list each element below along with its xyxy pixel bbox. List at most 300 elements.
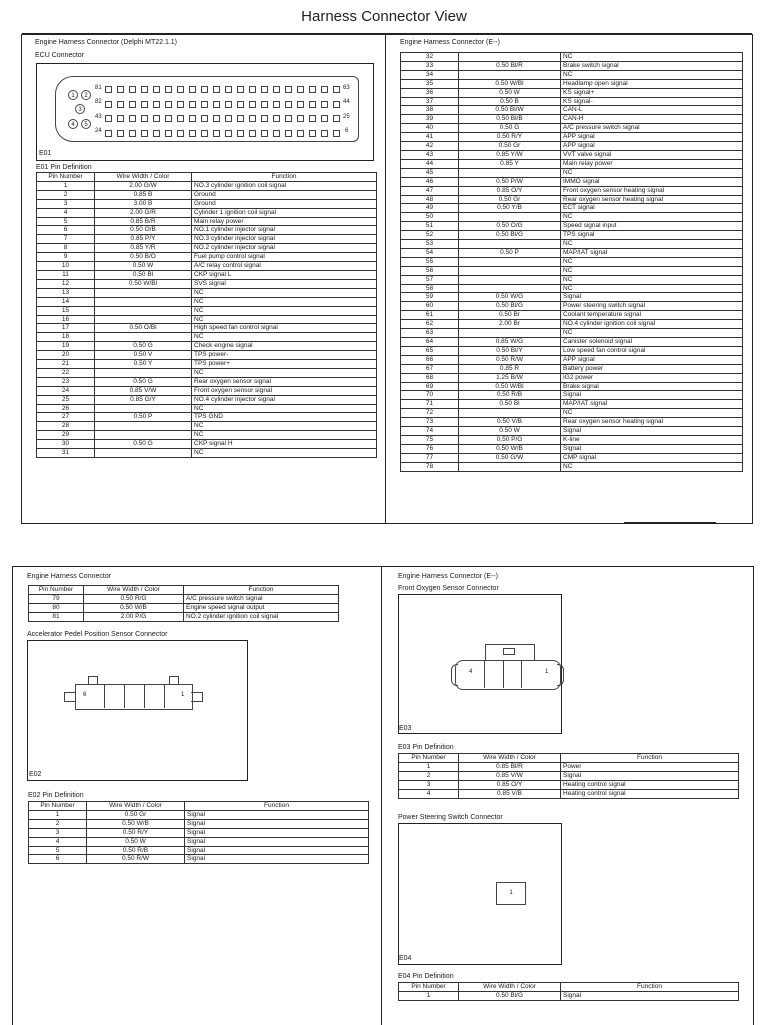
table-row xyxy=(401,97,743,106)
page-edge-mark xyxy=(624,522,716,524)
table-row xyxy=(401,177,743,186)
function-cell: Signal xyxy=(185,810,369,819)
table-row xyxy=(37,262,377,271)
function-cell: Main relay power xyxy=(561,159,743,168)
wire-cell xyxy=(95,404,192,413)
ecu-pin-cavity xyxy=(129,115,136,122)
function-cell: Battery power xyxy=(561,364,743,373)
pin-number-cell: 79 xyxy=(29,594,84,603)
function-cell: IMMO signal xyxy=(561,177,743,186)
wire-cell: 0.50 W/B xyxy=(459,444,561,453)
ecu-pin-cavity xyxy=(105,115,112,122)
ecu-pin-cavity xyxy=(213,101,220,108)
wire-cell xyxy=(459,213,561,222)
table-row xyxy=(37,342,377,351)
function-cell: NO.1 cylinder injector signal xyxy=(192,226,377,235)
wire-cell: 0.50 Bl/R xyxy=(459,61,561,70)
function-cell: NC xyxy=(192,333,377,342)
pin-number-cell: 41 xyxy=(401,133,459,142)
function-cell: Cylinder 1 ignition coil signal xyxy=(192,208,377,217)
function-cell: TPS signal xyxy=(561,231,743,240)
function-cell: Signal xyxy=(185,846,369,855)
wire-cell: 0.50 W xyxy=(459,427,561,436)
table-row xyxy=(401,293,743,302)
function-cell: NC xyxy=(561,70,743,79)
table-row xyxy=(399,780,739,789)
pin-definition-title: E03 Pin Definition xyxy=(398,744,454,751)
pin-label: 6 xyxy=(83,692,87,698)
ecu-pin-cavity xyxy=(105,86,112,93)
ecu-pin-cavity xyxy=(261,130,268,137)
connector-body xyxy=(75,684,193,710)
ecu-pin-cavity xyxy=(141,86,148,93)
table-row xyxy=(401,150,743,159)
ecu-pin-cavity xyxy=(249,101,256,108)
function-cell: Power xyxy=(561,762,739,771)
pin-number-cell: 55 xyxy=(401,257,459,266)
col-header: Wire Width / Color xyxy=(95,173,192,182)
function-cell: Rear oxygen sensor signal xyxy=(192,377,377,386)
pin-number-cell: 20 xyxy=(37,351,95,360)
table-row xyxy=(29,837,369,846)
ecu-pin-cavity xyxy=(225,101,232,108)
pin-number-cell: 24 xyxy=(37,386,95,395)
function-cell: Signal xyxy=(185,855,369,864)
table-header-row xyxy=(29,802,369,811)
pin-label: 6 xyxy=(345,128,349,134)
function-cell: A/C pressure switch signal xyxy=(561,124,743,133)
pin-number-cell: 30 xyxy=(37,440,95,449)
ecu-pin-cavity xyxy=(309,86,316,93)
ecu-connector-panel xyxy=(21,34,387,524)
pin-number-cell: 58 xyxy=(401,284,459,293)
col-header: Function xyxy=(192,173,377,182)
function-cell: Fuel pump control signal xyxy=(192,253,377,262)
pin-number-cell: 4 xyxy=(37,208,95,217)
ecu-pin-cavity xyxy=(153,130,160,137)
table-row xyxy=(401,462,743,471)
function-cell: NC xyxy=(561,462,743,471)
function-cell: MAP/IAT signal xyxy=(561,248,743,257)
pin-number-cell: 52 xyxy=(401,231,459,240)
function-cell: NC xyxy=(192,297,377,306)
pin-label: 1 xyxy=(181,692,185,698)
ps-switch-connector-diagram xyxy=(398,823,562,965)
pin-number-cell: 67 xyxy=(401,364,459,373)
pin-number-cell: 13 xyxy=(37,288,95,297)
pin-definition-title: E02 Pin Definition xyxy=(28,792,84,799)
function-cell: Brake switch signal xyxy=(561,61,743,70)
wire-cell xyxy=(459,409,561,418)
function-cell: Signal xyxy=(561,444,743,453)
table-row xyxy=(399,762,739,771)
pin-number-cell: 43 xyxy=(401,150,459,159)
function-cell: SVS signal xyxy=(192,279,377,288)
ecu-pin-cavity xyxy=(285,115,292,122)
pin-number-cell: 78 xyxy=(401,462,459,471)
pin-number-cell: 69 xyxy=(401,382,459,391)
connector-end-cap xyxy=(451,664,458,686)
key-tab xyxy=(169,676,179,685)
table-row xyxy=(401,240,743,249)
extra-pin-table xyxy=(28,585,339,622)
wire-cell xyxy=(95,333,192,342)
col-header: Wire Width / Color xyxy=(459,983,561,992)
function-cell: MAP/IAT signal xyxy=(561,400,743,409)
pin-number-cell: 1 xyxy=(37,181,95,190)
function-cell: Ground xyxy=(192,190,377,199)
key-tab xyxy=(88,676,98,685)
pin-number-cell: 22 xyxy=(37,368,95,377)
ecu-pin-cavity xyxy=(321,130,328,137)
ecu-pin-cavity xyxy=(153,115,160,122)
table-header-row xyxy=(29,586,339,595)
wire-cell: 0.50 R/B xyxy=(459,391,561,400)
pin-number-cell: 74 xyxy=(401,427,459,436)
pin-label: 82 xyxy=(95,99,102,105)
pin-number-cell: 45 xyxy=(401,168,459,177)
ecu-pin-cavity xyxy=(297,101,304,108)
wire-cell: 0.50 Bl xyxy=(459,400,561,409)
pin-number-cell: 61 xyxy=(401,311,459,320)
function-cell: ECT signal xyxy=(561,204,743,213)
wire-cell: 0.50 G xyxy=(95,377,192,386)
pin-number-cell: 12 xyxy=(37,279,95,288)
col-header: Pin Number xyxy=(399,983,459,992)
ecu-pin-cavity xyxy=(105,130,112,137)
table-row xyxy=(37,395,377,404)
pin-number-cell: 4 xyxy=(29,837,87,846)
latch-tab xyxy=(191,692,203,702)
table-row xyxy=(401,320,743,329)
ecu-pin-cavity xyxy=(129,86,136,93)
pin-number-cell: 18 xyxy=(37,333,95,342)
function-cell: NC xyxy=(561,213,743,222)
function-cell: NO.2 cylinder injector signal xyxy=(192,244,377,253)
connector-circle: 5 xyxy=(81,119,91,129)
table-row xyxy=(401,435,743,444)
wire-cell: 0.50 W xyxy=(95,262,192,271)
app-connector-diagram xyxy=(27,640,248,781)
function-cell: TPS power+ xyxy=(192,360,377,369)
ecu-pin-cavity xyxy=(297,115,304,122)
function-cell: NC xyxy=(561,168,743,177)
table-row xyxy=(37,377,377,386)
wire-cell: 0.50 R/G xyxy=(84,594,184,603)
table-row xyxy=(37,368,377,377)
ecu-pin-cavity xyxy=(333,130,340,137)
function-cell: Low speed fan control signal xyxy=(561,346,743,355)
pin-number-cell: 23 xyxy=(37,377,95,386)
connector-divider xyxy=(144,684,145,708)
wire-cell xyxy=(459,240,561,249)
ecu-pin-cavity xyxy=(237,86,244,93)
ecu-connector-diagram xyxy=(36,63,374,161)
function-cell: Front oxygen sensor signal xyxy=(192,386,377,395)
table-row xyxy=(401,159,743,168)
pin-number-cell: 5 xyxy=(37,217,95,226)
table-row xyxy=(37,199,377,208)
function-cell: Signal xyxy=(185,837,369,846)
col-header: Wire Width / Color xyxy=(87,802,185,811)
table-row xyxy=(37,288,377,297)
pin-number-cell: 6 xyxy=(37,226,95,235)
wire-cell: 0.50 Gr xyxy=(87,810,185,819)
col-header: Pin Number xyxy=(29,802,87,811)
function-cell: NC xyxy=(192,368,377,377)
function-cell: CAN-L xyxy=(561,106,743,115)
table-row xyxy=(401,204,743,213)
wire-cell: 0.50 O/Bl xyxy=(95,324,192,333)
pin-number-cell: 54 xyxy=(401,248,459,257)
ecu-pin-cavity xyxy=(129,101,136,108)
table-row xyxy=(401,329,743,338)
pin-number-cell: 3 xyxy=(29,828,87,837)
wire-cell: 0.50 G xyxy=(95,342,192,351)
ecu-pin-cavity xyxy=(321,115,328,122)
col-header: Pin Number xyxy=(29,586,84,595)
ecu-pin-cavity xyxy=(129,130,136,137)
pin-number-cell: 16 xyxy=(37,315,95,324)
oxygen-and-power-steering-panel xyxy=(381,566,754,1025)
wire-cell xyxy=(459,275,561,284)
table-row xyxy=(401,186,743,195)
pin-number-cell: 1 xyxy=(399,762,459,771)
table-row xyxy=(401,373,743,382)
table-row xyxy=(401,61,743,70)
pin-label: 1 xyxy=(545,669,549,675)
function-cell: NC xyxy=(561,275,743,284)
table-row xyxy=(37,217,377,226)
function-cell: Signal xyxy=(561,293,743,302)
wire-cell: 0.50 W/Bl xyxy=(459,382,561,391)
ecu-pin-cavity xyxy=(309,115,316,122)
function-cell: Signal xyxy=(185,819,369,828)
ecu-pin-cavity xyxy=(237,101,244,108)
wire-cell: 0.50 Bl/B xyxy=(459,115,561,124)
wire-cell: 0.50 Bl/G xyxy=(459,302,561,311)
function-cell: NC xyxy=(192,288,377,297)
pin-number-cell: 76 xyxy=(401,444,459,453)
panel-header: Engine Harness Connector xyxy=(27,573,112,580)
ecu-pin-cavity xyxy=(333,86,340,93)
ecu-pin-cavity xyxy=(189,101,196,108)
function-cell: Signal xyxy=(561,427,743,436)
table-row xyxy=(37,413,377,422)
wire-cell xyxy=(459,70,561,79)
key-tab xyxy=(503,648,515,655)
ecu-pin-cavity xyxy=(189,130,196,137)
wire-cell: 0.50 G xyxy=(459,124,561,133)
function-cell: NC xyxy=(192,431,377,440)
ecu-pin-cavity xyxy=(309,101,316,108)
table-row xyxy=(29,855,369,864)
function-cell: NO.2 cylinder ignition coil signal xyxy=(184,612,339,621)
wire-cell: 2.00 Br xyxy=(459,320,561,329)
connector-end-cap xyxy=(557,664,564,686)
ecu-pin-cavity xyxy=(261,101,268,108)
ecu-pin-cavity xyxy=(141,101,148,108)
table-row xyxy=(401,106,743,115)
wire-cell: 2.00 G/W xyxy=(95,181,192,190)
pin-number-cell: 19 xyxy=(37,342,95,351)
ecu-pin-cavity xyxy=(297,86,304,93)
pin-number-cell: 34 xyxy=(401,70,459,79)
diagram-subtitle: Accelerator Pedel Position Sensor Connector xyxy=(27,631,168,638)
table-row xyxy=(401,338,743,347)
pin-number-cell: 32 xyxy=(401,53,459,62)
table-row xyxy=(29,846,369,855)
table-row xyxy=(401,275,743,284)
table-row xyxy=(401,453,743,462)
wire-cell xyxy=(459,284,561,293)
pin-number-cell: 8 xyxy=(37,244,95,253)
function-cell: NC xyxy=(561,53,743,62)
function-cell: Signal xyxy=(561,991,739,1000)
function-cell: APP signal xyxy=(561,355,743,364)
table-row xyxy=(29,828,369,837)
pin-number-cell: 80 xyxy=(29,603,84,612)
wire-cell: 0.50 R/Y xyxy=(459,133,561,142)
pin-number-cell: 31 xyxy=(37,449,95,458)
pin-number-cell: 25 xyxy=(37,395,95,404)
ecu-pin-cavity xyxy=(165,115,172,122)
col-header: Wire Width / Color xyxy=(459,754,561,763)
table-row xyxy=(401,53,743,62)
function-cell: IG2 power xyxy=(561,373,743,382)
ecu-pin-cavity xyxy=(237,130,244,137)
function-cell: KS signal+ xyxy=(561,88,743,97)
pin-number-cell: 42 xyxy=(401,142,459,151)
diagram-subtitle: Power Steering Switch Connector xyxy=(398,814,503,821)
pin-number-cell: 81 xyxy=(29,612,84,621)
ecu-pin-cavity xyxy=(285,86,292,93)
table-row xyxy=(401,248,743,257)
col-header: Pin Number xyxy=(37,173,95,182)
ecu-pin-cavity xyxy=(177,115,184,122)
wire-cell: 0.50 O/G xyxy=(459,222,561,231)
function-cell: Front oxygen sensor heating signal xyxy=(561,186,743,195)
function-cell: TPS GND xyxy=(192,413,377,422)
pin-number-cell: 28 xyxy=(37,422,95,431)
table-row xyxy=(401,222,743,231)
pin-number-cell: 57 xyxy=(401,275,459,284)
function-cell: Signal xyxy=(185,828,369,837)
function-cell: NC xyxy=(192,422,377,431)
e02-pin-table xyxy=(28,801,369,864)
wire-cell: 0.50 W/B xyxy=(87,819,185,828)
table-row xyxy=(401,418,743,427)
pin-number-cell: 9 xyxy=(37,253,95,262)
table-header-row xyxy=(399,754,739,763)
ecu-pin-cavity xyxy=(249,86,256,93)
ecu-pin-cavity xyxy=(201,101,208,108)
wire-cell: 0.50 Br xyxy=(459,311,561,320)
table-row xyxy=(37,333,377,342)
function-cell: Brake signal xyxy=(561,382,743,391)
wire-cell: 0.50 V/B xyxy=(459,418,561,427)
ecu-pin-cavity xyxy=(285,101,292,108)
wire-cell: 0.85 B/R xyxy=(95,217,192,226)
pin-number-cell: 37 xyxy=(401,97,459,106)
wire-cell: 0.50 O/B xyxy=(95,226,192,235)
wire-cell: 0.50 P xyxy=(95,413,192,422)
diagram-id: E04 xyxy=(399,955,412,962)
table-row xyxy=(401,311,743,320)
connector-divider xyxy=(164,684,165,708)
table-row xyxy=(401,391,743,400)
diagram-id: E02 xyxy=(29,771,42,778)
table-row xyxy=(401,409,743,418)
pin-number-cell: 29 xyxy=(37,431,95,440)
pin-label: 63 xyxy=(343,85,350,91)
wire-cell: 2.00 G/R xyxy=(95,208,192,217)
wire-cell xyxy=(95,368,192,377)
table-row xyxy=(37,297,377,306)
ecu-pin-cavity xyxy=(333,101,340,108)
wire-cell xyxy=(459,266,561,275)
table-row xyxy=(37,253,377,262)
pin-number-cell: 35 xyxy=(401,79,459,88)
table-row xyxy=(401,346,743,355)
table-row xyxy=(29,594,339,603)
col-header: Function xyxy=(184,586,339,595)
wire-cell: 0.50 W xyxy=(459,88,561,97)
function-cell: APP signal xyxy=(561,142,743,151)
connector-circle: 2 xyxy=(81,90,91,100)
pin-number-cell: 47 xyxy=(401,186,459,195)
ecu-pin-cavity xyxy=(333,115,340,122)
pin-number-cell: 70 xyxy=(401,391,459,400)
table-row xyxy=(29,819,369,828)
pin-label: 24 xyxy=(95,128,102,134)
pin-number-cell: 3 xyxy=(399,780,459,789)
table-row xyxy=(401,302,743,311)
table-row xyxy=(401,400,743,409)
table-row xyxy=(401,231,743,240)
pin-number-cell: 48 xyxy=(401,195,459,204)
e01-pin-table xyxy=(36,172,377,458)
table-row xyxy=(37,386,377,395)
pin-label: 4 xyxy=(469,669,473,675)
ecu-pin-cavity xyxy=(213,130,220,137)
col-header: Function xyxy=(561,754,739,763)
pin-label: 43 xyxy=(95,114,102,120)
pin-number-cell: 49 xyxy=(401,204,459,213)
ecu-pin-cavity xyxy=(117,86,124,93)
wire-cell: 1.25 B/W xyxy=(459,373,561,382)
pin-number-cell: 3 xyxy=(37,199,95,208)
function-cell: Headlamp open signal xyxy=(561,79,743,88)
table-row xyxy=(37,279,377,288)
wire-cell: 0.85 Y xyxy=(459,159,561,168)
table-row xyxy=(399,771,739,780)
function-cell: High speed fan control signal xyxy=(192,324,377,333)
e01-pin-table-continued xyxy=(400,52,743,472)
wire-cell xyxy=(95,297,192,306)
ecu-pin-cavity xyxy=(225,115,232,122)
pin-definition-title: E04 Pin Definition xyxy=(398,973,454,980)
pin-number-cell: 10 xyxy=(37,262,95,271)
function-cell: Signal xyxy=(561,771,739,780)
table-row xyxy=(401,79,743,88)
pin-number-cell: 40 xyxy=(401,124,459,133)
wire-cell: 0.50 Bl/G xyxy=(459,231,561,240)
ecu-pin-cavity xyxy=(117,115,124,122)
table-row xyxy=(401,266,743,275)
table-row xyxy=(399,789,739,798)
pin-number-cell: 51 xyxy=(401,222,459,231)
